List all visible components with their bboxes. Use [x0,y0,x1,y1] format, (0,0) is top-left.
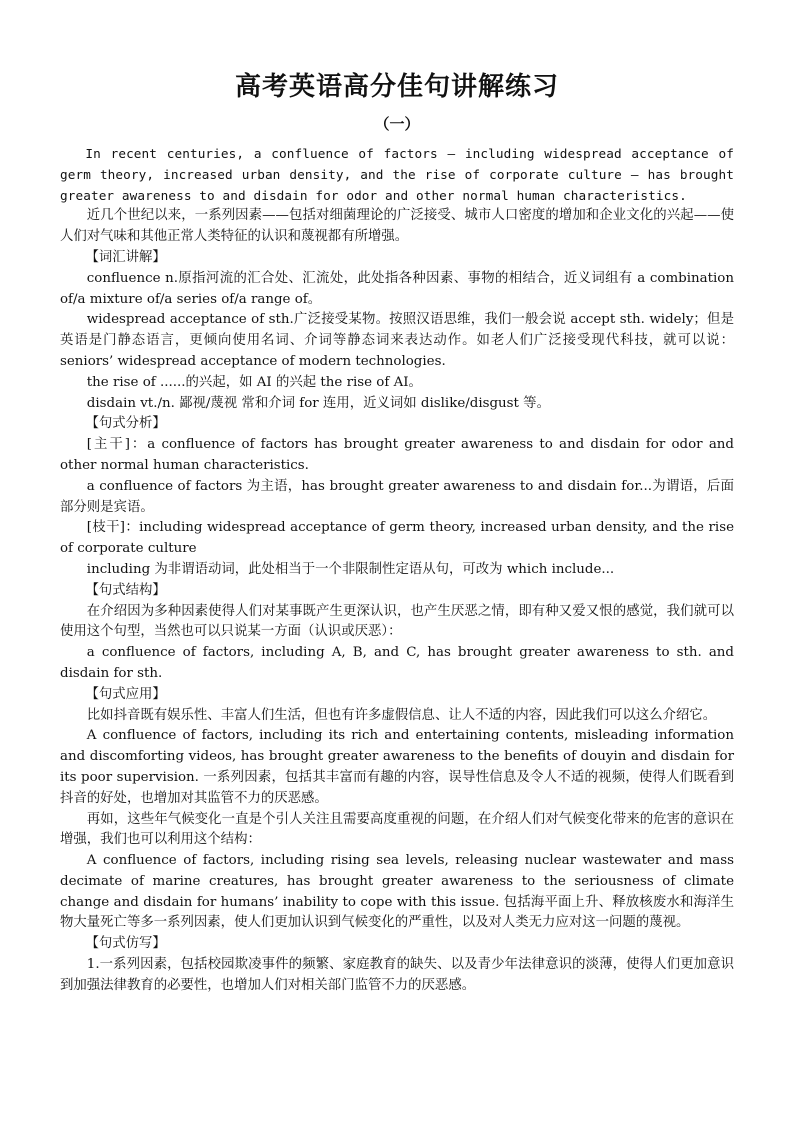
analysis-branch: [枝干]：including widespread acceptance of germ theory, increased urban density, and the rise of corporate culture [60,520,734,557]
application-example-douyin: A confluence of factors, including its rich and entertaining contents, misleading information and discomforting videos, has brought greater awareness to the benefits of douyin and disdain for its poor supervision. 一系列因素，包括其丰富而有趣的内容，误导性信息及令人不适的视频，使得人们既看到抖音的好处，也增加对其监管不力的厌恶感。 [60,728,734,806]
structure-pattern: a confluence of factors, including A, B, and C, has brought greater awareness to sth. and disdain for sth. [60,645,734,681]
section-heading-application: 【句式应用】 [85,686,166,702]
imitation-exercise-1: 1.一系列因素，包括校园欺凌事件的频繁、家庭教育的缺失、以及青少年法律意识的淡薄，使得人们更加意识到加强法律教育的必要性，也增加人们对相关部门监管不力的厌恶感。 [60,957,734,993]
structure-explanation: 在介绍因为多种因素使得人们对某事既产生更深认识，也产生厌恶之情，即有种又爱又恨的感觉，我们就可以使用这个句型，当然也可以只说某一方面（认识或厌恶）： [60,603,734,640]
section-heading-analysis: 【句式分析】 [85,416,166,432]
analysis-main-explanation: a confluence of factors 为主语，has brought greater awareness to and disdain for...为谓语，后面部分则是宾语。 [60,478,734,515]
section-heading-imitation: 【句式仿写】 [85,936,166,952]
analysis-main-clause: [主干]：a confluence of factors has brought greater awareness to and disdain for odor and other normal human characteristics. [60,437,734,473]
document-page [60,60,734,997]
document-title: 高考英语高分佳句讲解练习 [234,72,559,102]
application-intro-douyin: 比如抖音既有娱乐性、丰富人们生活，但也有许多虚假信息、让人不适的内容，因此我们可以这么介绍它。 [86,707,717,723]
section-heading-structure: 【句式结构】 [85,582,166,598]
vocab-disdain: disdain vt./n. 鄙视/蔑视 常和介词 for 连用，近义词如 dislike/disgust 等。 [86,395,550,411]
application-example-climate: A confluence of factors, including rising sea levels, releasing nuclear wastewater and mass decimate of marine creatures, has brought greater awareness to the seriousness of climate change and disdain for humans’ inability to cope with this issue. 包括海平面上升、释放核废水和海洋生物大量死亡等多一系列因素，使人们更加认识到气候变化的严重性，以及对人类无力应对这一问题的蔑视。 [60,853,734,931]
vocab-confluence: confluence n.原指河流的汇合处、汇流处，此处指各种因素、事物的相结合，近义词组有 a combination of/a mixture of/a series of/a range of。 [60,270,734,307]
section-heading-vocabulary: 【词汇讲解】 [85,249,166,265]
application-intro-climate: 再如，这些年气候变化一直是个引人关注且需要高度重视的问题，在介绍人们对气候变化带来的危害的意识在增强，我们也可以利用这个结构： [60,811,734,848]
document-subtitle: （一） [374,115,420,133]
sentence-translation: 近几个世纪以来，一系列因素——包括对细菌理论的广泛接受、城市人口密度的增加和企业文化的兴起——使人们对气味和其他正常人类特征的认识和蔑视都有所增强。 [60,208,734,245]
vocab-rise-of: the rise of ......的兴起，如 AI 的兴起 the rise of AI。 [86,374,422,390]
analysis-branch-explanation: including 为非谓语动词，此处相当于一个非限制性定语从句，可改为 which include... [86,561,615,577]
vocab-widespread-acceptance: widespread acceptance of sth.广泛接受某物。按照汉语思维，我们一般会说 accept sth. widely；但是英语是门静态语言，更倾向使用名词、介词等静态词来表达动作。如老人们广泛接受现代科技，就可以说：seniors’ widespread acceptance of modern technologies. [60,312,734,369]
original-sentence: In recent centuries, a confluence of factors — including widespread acceptance of germ theory, increased urban density, and the rise of corporate culture — has brought greater awareness to and disdain for odor and other normal human characteristics. [60,146,734,203]
